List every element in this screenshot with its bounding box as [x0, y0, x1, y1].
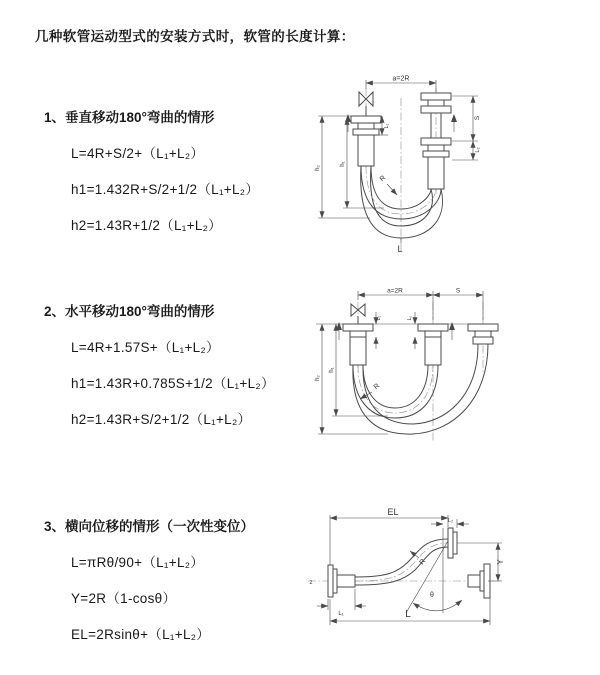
braided-section — [428, 157, 444, 189]
right-fitting — [421, 93, 451, 189]
centerline-mark: z — [309, 580, 313, 586]
section-2-heading: 2、水平移动180°弯曲的情形 — [44, 304, 215, 319]
dim-label-l1: L₁ — [384, 123, 390, 129]
left-flange — [328, 565, 355, 597]
dim-label-s: S — [455, 287, 461, 295]
dim-label-s: S — [474, 115, 481, 121]
section-lateral-displacement — [44, 515, 324, 643]
diagram-lateral-displacement — [298, 503, 598, 643]
hose-s-curve — [355, 539, 448, 585]
section-3-formula-EL: EL=2Rsinθ+（L₁+L₂） — [71, 627, 211, 642]
braided-section — [350, 337, 366, 365]
dim-label-h1: h₁ — [329, 367, 335, 373]
section-3-formula-L: L=πRθ/90+（L₁+L₂） — [71, 555, 205, 570]
dim-label-el: EL — [387, 507, 399, 517]
section-1-formula-h1: h1=1.432R+S/2+1/2（L₁+L₂） — [71, 182, 260, 197]
braided-section — [358, 135, 374, 166]
diagram-horizontal-180-bend — [308, 278, 598, 463]
section-2-formula-L: L=4R+1.57S+（L₁+L₂） — [71, 340, 220, 355]
lower-right-flange — [468, 564, 490, 598]
left-fitting — [343, 324, 373, 365]
dim-label-a2r: a=2R — [392, 75, 410, 83]
dim-label-l1: L₁ — [376, 315, 382, 321]
dim-label-y: Y — [496, 559, 505, 565]
dim-label-l: L — [405, 609, 411, 620]
section-1-formula-h2: h2=1.43R+1/2（L₁+L₂） — [71, 218, 222, 233]
section-3-heading: 3、横向位移的情形（一次性变位） — [44, 519, 255, 534]
radius-label: R — [372, 382, 382, 392]
section-1-formula-L: L=4R+S/2+（L₁+L₂） — [71, 146, 205, 161]
section-2-formula-h1: h1=1.43R+0.785S+1/2（L₁+L₂） — [71, 376, 275, 391]
dim-label-l2: L₂ — [407, 315, 413, 321]
radius-label: R — [418, 557, 428, 567]
dim-label-h1: h₁ — [340, 161, 346, 167]
hose-curves — [353, 344, 488, 434]
middle-fitting — [418, 324, 448, 365]
dimension-labels — [310, 507, 506, 620]
dim-label-l2: L₂ — [447, 518, 454, 524]
length-label: L — [397, 244, 403, 254]
upper-right-flange — [448, 528, 457, 558]
section-1-heading: 1、垂直移动180°弯曲的情形 — [44, 110, 215, 125]
radius-label: R — [378, 174, 388, 184]
right-fitting — [468, 324, 498, 344]
dimension-labels — [315, 76, 481, 255]
diagram-vertical-180-bend — [308, 68, 598, 263]
dim-label-h2: h₂ — [315, 375, 321, 381]
section-vertical-180 — [44, 106, 324, 234]
dim-label-a2r: a=2R — [387, 287, 403, 295]
left-fitting — [351, 116, 381, 166]
section-3-formula-Y: Y=2R（1-cosθ） — [71, 591, 177, 606]
dim-label-l2: L₂ — [475, 147, 481, 153]
dim-label-l1: L₁ — [338, 611, 344, 617]
dim-label-h2: h₂ — [315, 165, 321, 171]
section-2-formula-h2: h2=1.43R+S/2+1/2（L₁+L₂） — [71, 412, 252, 427]
braided-section — [425, 337, 441, 365]
angle-theta-label: θ — [430, 592, 434, 599]
centerlines — [358, 302, 483, 443]
page-title: 几种软管运动型式的安装方式时，软管的长度计算： — [35, 29, 355, 44]
section-horizontal-180 — [44, 300, 324, 428]
